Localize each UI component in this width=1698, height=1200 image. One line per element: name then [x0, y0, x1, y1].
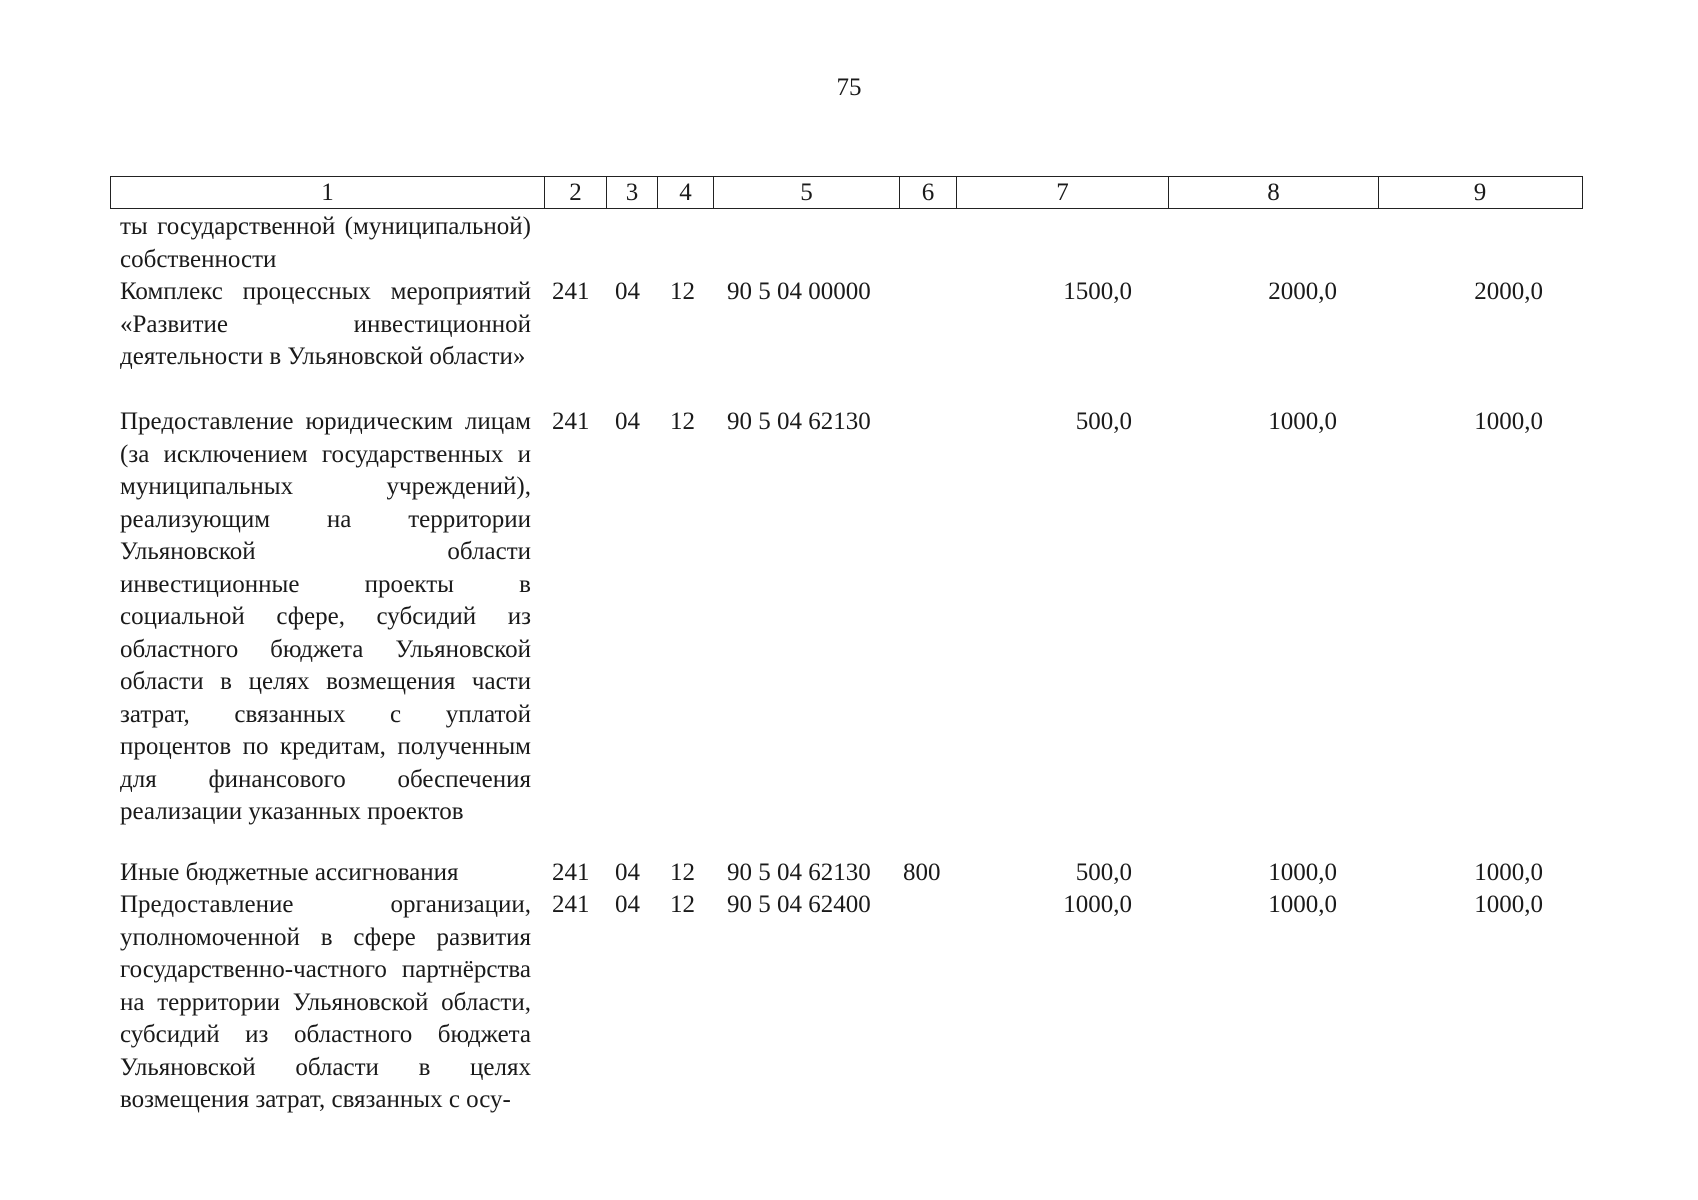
- row-col-4: 12: [670, 408, 695, 435]
- row-col-5: 90 5 04 62130: [727, 859, 871, 886]
- header-col-1: 1: [111, 177, 545, 208]
- row-col-3: 04: [615, 408, 640, 435]
- row-col-4: 12: [670, 891, 695, 918]
- row-col-3: 04: [615, 891, 640, 918]
- row-col-8: 1000,0: [1268, 408, 1337, 435]
- header-col-5: 5: [714, 177, 900, 208]
- row-col-2: 241: [552, 891, 590, 918]
- header-col-6: 6: [900, 177, 957, 208]
- header-col-2: 2: [545, 177, 607, 208]
- row-description: Предоставление организации, уполномоченной в сфере развития государственно-частного партнёрства на территории Ульяновской области, субсидий из областного бюджета Ульяновской области в целях возмещения затрат, связанных с осу-: [120, 891, 531, 1113]
- row-col-2: 241: [552, 278, 590, 305]
- row-col-9: 1000,0: [1474, 859, 1543, 886]
- row-col-4: 12: [670, 859, 695, 886]
- row-col-7: 1000,0: [1063, 891, 1132, 918]
- header-col-9: 9: [1473, 179, 1487, 206]
- row-col-9: 2000,0: [1474, 278, 1543, 305]
- row-col-9: 1000,0: [1474, 891, 1543, 918]
- row-description: Иные бюджетные ассигнования: [120, 859, 459, 886]
- header-col-8: 8: [1169, 177, 1379, 208]
- header-col-3: 3: [607, 177, 658, 208]
- row-col-3: 04: [615, 278, 640, 305]
- row-col-2: 241: [552, 859, 590, 886]
- header-col-7: 7: [957, 177, 1169, 208]
- header-col-4: 4: [658, 177, 714, 208]
- row-col-5: 90 5 04 00000: [727, 278, 871, 305]
- row-col-8: 1000,0: [1268, 859, 1337, 886]
- row-col-8: 1000,0: [1268, 891, 1337, 918]
- row-description: ты государственной (муниципальной) собственности: [120, 213, 531, 273]
- page-number: 75: [836, 74, 862, 101]
- row-col-8: 2000,0: [1268, 278, 1337, 305]
- row-col-5: 90 5 04 62130: [727, 408, 871, 435]
- row-col-9: 1000,0: [1474, 408, 1543, 435]
- row-description: Комплекс процессных мероприятий «Развитие инвестиционной деятельности в Ульяновской области»: [120, 278, 531, 370]
- row-col-7: 500,0: [1075, 408, 1132, 435]
- row-description: Предоставление юридическим лицам (за исключением государственных и муниципальных учреждений), реализующим на территории Ульяновской области инвестиционные проекты в социальной сфере, субсидий из областного бюджета Ульяновской области в целях возмещения части затрат, связанных с уплатой процентов по кредитам, полученным для финансового обеспечения реализации указанных проектов: [120, 408, 531, 825]
- row-col-6: 800: [903, 859, 941, 886]
- row-col-7: 1500,0: [1063, 278, 1132, 305]
- row-col-3: 04: [615, 859, 640, 886]
- row-col-4: 12: [670, 278, 695, 305]
- row-col-2: 241: [552, 408, 590, 435]
- table-header: [110, 176, 1583, 209]
- row-col-5: 90 5 04 62400: [727, 891, 871, 918]
- row-col-7: 500,0: [1075, 859, 1132, 886]
